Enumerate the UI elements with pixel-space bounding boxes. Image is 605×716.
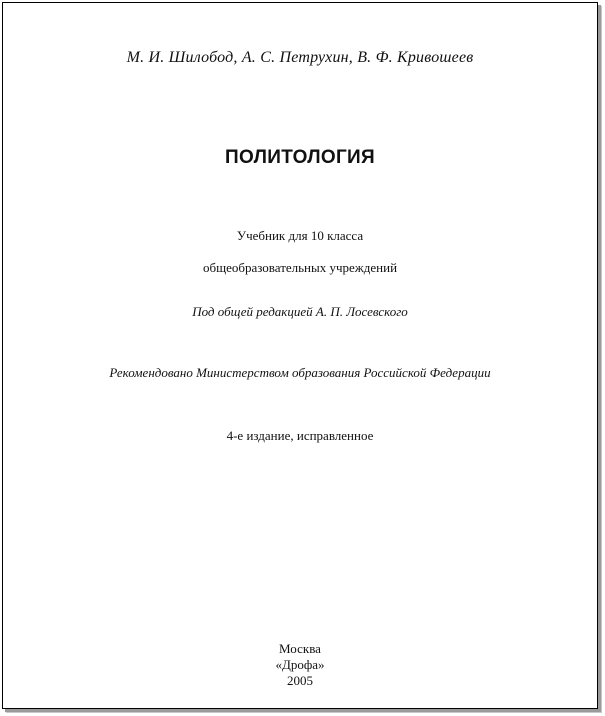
authors: М. И. Шилобод, А. С. Петрухин, В. Ф. Кривошеев [126, 49, 474, 66]
ministry-recommendation: Рекомендовано Министерством образования Российской Федерации [109, 365, 491, 380]
imprint-publisher: «Дрофа» [275, 657, 325, 672]
editor-credit: Под общей редакцией А. П. Лосевского [192, 304, 408, 319]
imprint-city: Москва [279, 641, 321, 656]
edition-note: 4-е издание, исправленное [226, 428, 374, 443]
book-title: ПОЛИТОЛОГИЯ [225, 147, 375, 168]
subtitle-line-1: Учебник для 10 класса [236, 228, 364, 243]
subtitle-line-2: общеобразовательных учреждений [202, 260, 398, 275]
title-page [2, 2, 598, 709]
imprint-year: 2005 [287, 673, 313, 688]
